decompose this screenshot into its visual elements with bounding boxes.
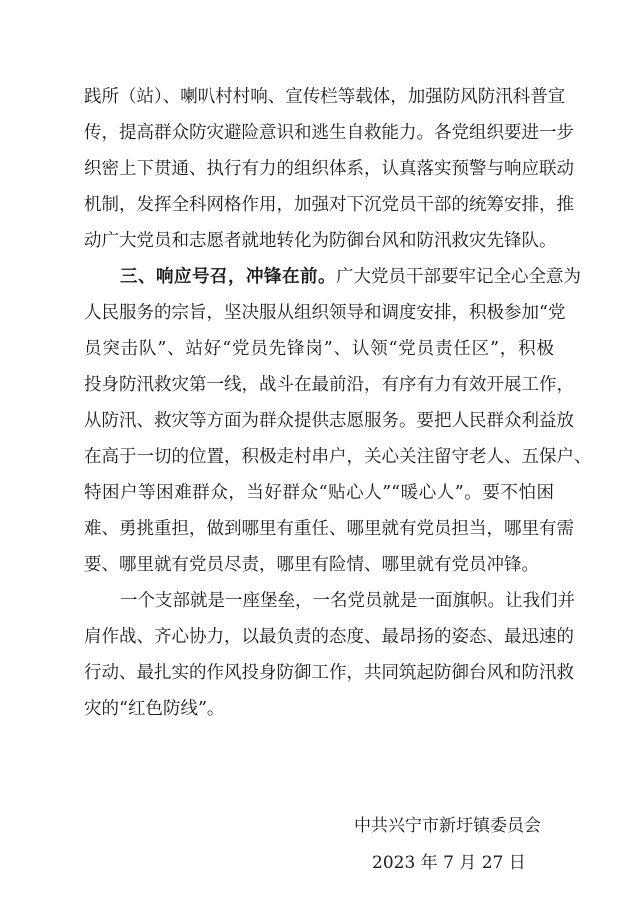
paragraph-line: 织密上下贯通、执行有力的组织体系，认真落实预警与响应联动 [84,159,574,179]
paragraph-line: 一个支部就是一座堡垒，一名党员就是一面旗帜。让我们并 [120,591,575,611]
paragraph-line: 员突击队”、站好“党员先锋岗”、认领“党员责任区”，积极 [84,339,554,359]
paragraph-line: 动广大党员和志愿者就地转化为防御台风和防汛救灾先锋队。 [84,231,557,251]
paragraph-line: 从防汛、救灾等方面为群众提供志愿服务。要把人民群众利益放 [84,411,574,431]
paragraph-line: 特困户等困难群众，当好群众“贴心人”“暖心人”。要不怕困 [84,483,554,503]
paragraph-line: 要、哪里就有党员尽责，哪里有险情、哪里就有党员冲锋。 [84,555,539,575]
section-three-first-line [120,262,581,292]
paragraph-line: 践所（站）、喇叭村村响、宣传栏等载体，加强防风防汛科普宣 [84,87,566,107]
paragraph-line: 传，提高群众防灾避险意识和逃生自救能力。各党组织要进一步 [84,123,574,143]
paragraph-line: 人民服务的宗旨，坚决服从组织领导和调度安排，积极参加“党 [84,303,566,323]
paragraph-line: 行动、最扎实的作风投身防御工作，共同筑起防御台风和防汛救 [84,663,574,683]
paragraph-line: 投身防汛救灾第一线，战斗在最前沿，有序有力有效开展工作， [84,375,574,395]
paragraph-line: 难、勇挑重担，做到哪里有重任、哪里就有党员担当，哪里有需 [84,519,574,539]
paragraph-line: 机制，发挥全科网格作用，加强对下沉党员干部的统筹安排，推 [84,195,574,215]
signature-date: 2023 年 7 月 27 日 [372,853,526,873]
paragraph-line: 在高于一切的位置，积极走村串户，关心关注留守老人、五保户、 [84,447,592,467]
signature-organization: 中共兴宁市新圩镇委员会 [354,816,541,836]
paragraph-line: 肩作战、齐心协力，以最负责的态度、最昂扬的姿态、最迅速的 [84,627,574,647]
section-three-first-line-text: 广大党员干部要牢记全心全意为 [336,267,581,287]
paragraph-line: 灾的“红色防线”。 [84,699,225,719]
section-three-heading: 三、响应号召，冲锋在前。 [120,267,336,287]
